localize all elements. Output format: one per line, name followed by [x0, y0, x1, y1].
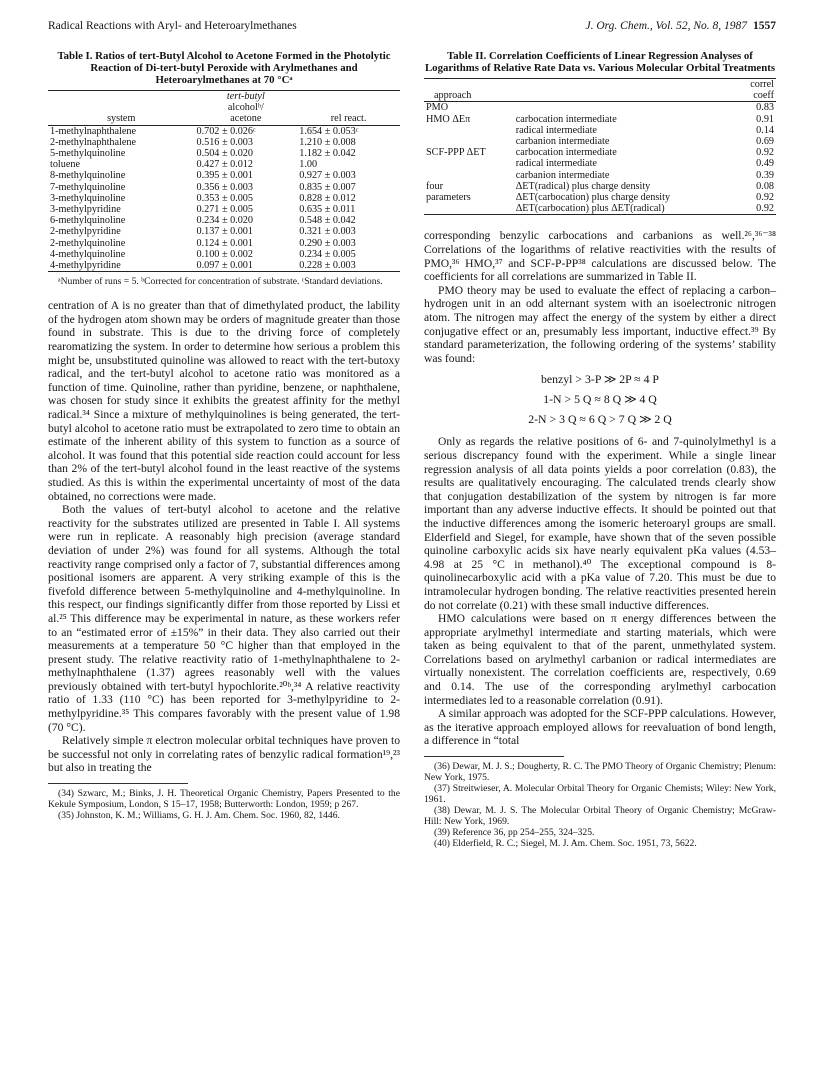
table1-row	[48, 260, 400, 272]
body-paragraph: Both the values of tert-butyl alcohol to acetone and the relative reactivity for the substrates utilized are presented in Table I. All systems were run in replicate. A reasonably high precision (average standard deviation of under 2%) was found for all systems. Although the total reactivity range comprised only a factor of 7, substantial differences among positional isomers are apparent. A very striking example of this is the fivefold difference between 5-methylquinoline and 4-methylquinoline. In this respect, our findings significantly differ from those reported by Lissi et al.²⁵ This difference may be experimental in nature, as these workers refer to an “estimated error of ±15%” in their data. They also carried out their measurements at a temperature 50 °C higher than that employed in the present study. The relative reactivity ratio of 1-methylnaphthalene to 2-methylnaphthalene (1.37) agrees reasonably well with the values previously obtained with tert-butyl hypochlorite.²⁰ᵇ,³⁴ A relative reactivity ratio of 1.33 (110 °C) has been reported for 3-methylpyridine to 2-methylpyridine.³⁵ This compares favorably with the present value of 1.98 (70 °C).	[48, 503, 400, 734]
left-references	[48, 788, 400, 821]
ordering-line: benzyl > 3-P ≫ 2P ≈ 4 P	[541, 372, 659, 387]
table2-approach: HMO ΔEπ	[426, 113, 471, 125]
table2-approach: four	[426, 180, 443, 192]
table1-relreact: 1.00	[299, 159, 318, 171]
body-paragraph: HMO calculations were based on π energy differences between the appropriate arylmethyl intermediate and starting materials, which were taken as being equivalent to that of the parent, unmethylated system. Correlations based on arylmethyl carbanion or radical intermediates are virtually nonexistent. The correlation coefficients are, respectively, 0.69 and 0.14. The use of the corresponding arylmethyl carbocation intermediates led to a reasonable correlation (0.91).	[424, 612, 776, 707]
reference: (34) Szwarc, M.; Binks, J. H. Theoretical Organic Chemistry, Papers Presented to the Kekule Symposium, London, S 15–17, 1958; Butterworth: London, 1959; p 267.	[48, 788, 400, 811]
table2-coeff: 0.92	[756, 192, 774, 204]
table1-ratio: 0.271 ± 0.005	[196, 204, 253, 216]
right-references	[424, 761, 776, 849]
table1-relreact: 0.927 ± 0.003	[299, 170, 356, 182]
table1-ratio: 0.395 ± 0.001	[196, 170, 253, 182]
body-paragraph: A similar approach was adopted for the SCF-PPP calculations. However, as the iterative approach employed allows for reevaluation of bond length, a difference in “total	[424, 707, 776, 748]
table1-relreact: 0.290 ± 0.003	[299, 237, 356, 249]
reference: (35) Johnston, K. M.; Williams, G. H. J. Am. Chem. Soc. 1960, 82, 1446.	[58, 810, 340, 822]
ordering-line: 2-N > 3 Q ≈ 6 Q > 7 Q ≫ 2 Q	[528, 412, 672, 427]
table2-treatment: carbocation intermediate	[515, 147, 617, 159]
table2-head-approach: approach	[424, 90, 514, 102]
table1-system: toluene	[50, 159, 80, 171]
table2	[424, 78, 776, 215]
table1-head-alcohol-1: tert-butyl	[194, 91, 297, 103]
table1-row	[48, 125, 400, 137]
table2-row	[424, 170, 776, 181]
table2-approach	[424, 136, 514, 147]
table2-coeff: 0.92	[756, 147, 774, 159]
table2-treatment: carbocation intermediate	[515, 113, 617, 125]
body-paragraph: Only as regards the relative positions of 6- and 7-quinolylmethyl is a serious discrepancy found with the experiment. While a single linear regression analysis of all data points yields a poor correlation (0.83), the results are qualitatively encouraging. The calculated trends clearly show that conjugation destabilization of the system by nitrogen is far more important than any adverse inductive effects. It should be pointed out that the inductive differences among the isomeric heteroaryl groups are small. Elderfield and Siegel, for example, have shown that of the seven possible quinoline carboxylic acids six have nearly equivalent pKa values (4.53–4.98 at 25 °C in methanol).⁴⁰ The exceptional compound is 8-quinolinecarboxylic acid with a pKa value of 7.20. This must be due to intramolecular hydrogen bonding. The relative reactivities presented herein do not correlate (0.21) with these small inductive differences.	[424, 435, 776, 612]
table1-relreact: 0.635 ± 0.011	[299, 204, 356, 216]
reference: (40) Elderfield, R. C.; Siegel, M. J. Am. Chem. Soc. 1951, 73, 5622.	[434, 838, 697, 850]
table2-treatment: radical intermediate	[515, 124, 597, 136]
table1-row	[48, 148, 400, 159]
table2-coeff: 0.69	[756, 136, 774, 148]
table1-system: 1-methylnaphthalene	[50, 125, 136, 137]
table1-relreact: 1.654 ± 0.053ᶜ	[299, 125, 359, 137]
table2-row	[424, 125, 776, 136]
table2-coeff: 0.91	[756, 113, 774, 125]
table2-coeff: 0.14	[756, 124, 774, 136]
table2-row	[424, 203, 776, 215]
table1-ratio: 0.702 ± 0.026ᶜ	[196, 125, 256, 137]
table1-relreact: 0.228 ± 0.003	[297, 260, 400, 272]
table1-relreact: 1.182 ± 0.042	[299, 148, 356, 160]
table2-approach: parameters	[426, 192, 471, 204]
table1	[48, 90, 400, 272]
table1-system: 3-methylpyridine	[50, 204, 121, 216]
table1-ratio: 0.353 ± 0.005	[196, 192, 253, 204]
table1-ratio: 0.516 ± 0.003	[196, 136, 253, 148]
table2-row	[424, 102, 776, 114]
table2-coeff: 0.08	[756, 180, 774, 192]
table1-caption: Table I. Ratios of tert-Butyl Alcohol to Acetone Formed in the Photolytic Reaction of Di-tert-butyl Peroxide with Arylmethanes and Heteroarylmethanes at 70 °Cᵃ	[57, 50, 391, 86]
table1-row	[48, 137, 400, 148]
table1-system: 7-methylquinoline	[50, 181, 126, 193]
table2-treatment: ΔET(radical) plus charge density	[515, 180, 651, 192]
table1-system: 2-methylquinoline	[50, 237, 126, 249]
table1-system: 6-methylquinoline	[50, 215, 126, 227]
table2-caption: Table II. Correlation Coefficients of Linear Regression Analyses of Logarithms of Relative Rate Data vs. Various Molecular Orbital Treatments	[424, 50, 776, 74]
table1-system: 2-methylpyridine	[50, 226, 121, 238]
table2-treatment	[514, 102, 737, 114]
reference: (38) Dewar, M. J. S. The Molecular Orbital Theory of Organic Chemistry; McGraw-Hill: New York, 1969.	[424, 805, 776, 828]
table1-row	[48, 193, 400, 204]
table2-approach	[424, 170, 514, 181]
table2-approach: SCF-PPP ΔET	[426, 147, 486, 159]
table1-relreact: 1.210 ± 0.008	[299, 136, 356, 148]
journal-citation: J. Org. Chem., Vol. 52, No. 8, 1987	[585, 20, 747, 32]
table2-row	[424, 192, 776, 203]
reference: (36) Dewar, M. J. S.; Dougherty, R. C. The PMO Theory of Organic Chemistry; Plenum: New York, 1975.	[424, 761, 776, 784]
table2-row	[424, 147, 776, 158]
table1-head-alcohol-2: alcoholᵇ/	[227, 102, 264, 114]
right-body-text-1	[424, 229, 776, 365]
table1-row	[48, 204, 400, 215]
table1-head-relreact: rel react.	[297, 113, 400, 125]
table2-coeff: 0.92	[737, 203, 776, 215]
table1-footnote: ᵃNumber of runs = 5. ᵇCorrected for concentration of substrate. ᶜStandard deviations.	[58, 276, 383, 288]
body-paragraph: PMO theory may be used to evaluate the effect of replacing a carbon–hydrogen unit in an odd alternant system with an isoelectronic nitrogen atom. The nitrogen may affect the energy of the system by either a direct conjugative effect or an, presumably less important, inductive effect.³⁹ By standard parameterization, the following ordering of the systems’ stability was found:	[424, 283, 776, 365]
table2-body	[424, 102, 776, 215]
table2-approach	[424, 158, 514, 169]
body-paragraph: corresponding benzylic carbocations and carbanions as well.²⁶,³⁶⁻³⁸ Correlations of the logarithms of relative reactivities with the results of PMO,³⁶ HMO,³⁷ and SCF-P-PP³⁸ calculations are discussed below. The coefficients for all correlations are summarized in Table II.	[424, 229, 776, 284]
right-body-text-2	[424, 435, 776, 748]
table1-head-blank	[48, 91, 194, 103]
table2-treatment: radical intermediate	[515, 158, 597, 170]
right-column	[424, 50, 776, 849]
reference: (37) Streitwieser, A. Molecular Orbital Theory for Organic Chemists; Wiley: New York, 1961.	[424, 783, 776, 806]
table2-coeff: 0.83	[756, 102, 774, 114]
table2-treatment: carbanion intermediate	[515, 169, 610, 181]
table1-ratio: 0.234 ± 0.020	[196, 215, 253, 227]
table1-system: 4-methylpyridine	[48, 260, 194, 272]
table2-row	[424, 181, 776, 192]
left-column	[48, 50, 400, 821]
table2-head-correl: correl	[737, 79, 776, 91]
table1-row	[48, 215, 400, 226]
table1-row	[48, 170, 400, 181]
footnote-rule-left	[48, 783, 188, 784]
table1-ratio: 0.137 ± 0.001	[196, 226, 253, 238]
table1-relreact: 0.321 ± 0.003	[299, 226, 356, 238]
table1-system: 3-methylquinoline	[50, 192, 126, 204]
body-paragraph: centration of A is no greater than that of dimethylated product, the lability of the hydrogen atom shown may be orders of magnitude greater than those found in substrate. This is due to the driving force of completely rearomatizing the system. In order to determine how serious a problem this might be, unsubstituted quinoline was allowed to react with the tert-butoxy radical, and the tert-butyl alcohol to acetone ratio was monitored as a function of time. Quinoline, rather than pyridine, benzene, or naphthalene, was chosen for study since it exhibits the greatest affinity for the methyl radical.³⁴ Since a mixture of methylquinolines is being generated, the tert-butyl alcohol to acetone ratio must be extrapolated to zero time to obtain an estimate of the inherent ability of this system to function as a source of alcohol. It was found that this potential side reaction could account for less than 2% of the tert-butyl alcohol found in the least reactive of the systems studied. As this is within the experimental uncertainty of most of the data obtained, no corrections were made.	[48, 299, 400, 503]
table2-treatment: ΔET(carbocation) plus charge density	[515, 192, 671, 204]
table1-ratio: 0.124 ± 0.001	[196, 237, 253, 249]
page-number: 1557	[753, 20, 776, 32]
table1-head-system: system	[48, 113, 194, 125]
table2-row	[424, 158, 776, 169]
table1-ratio: 0.356 ± 0.003	[196, 181, 253, 193]
table1-ratio: 0.100 ± 0.002	[196, 248, 253, 260]
table2-treatment: carbanion intermediate	[515, 136, 610, 148]
table1-ratio: 0.427 ± 0.012	[196, 159, 253, 171]
table1-row	[48, 182, 400, 193]
stability-ordering	[424, 369, 776, 429]
table1-relreact: 0.828 ± 0.012	[299, 192, 356, 204]
table1-system: 2-methylnaphthalene	[50, 136, 136, 148]
ordering-line: 1-N > 5 Q ≈ 8 Q ≫ 4 Q	[543, 392, 657, 407]
table1-relreact: 0.835 ± 0.007	[299, 181, 356, 193]
table1-row	[48, 226, 400, 237]
body-paragraph: Relatively simple π electron molecular orbital techniques have proven to be successful not only in correlating rates of benzylic radical formation¹⁹,²³ but also in treating the	[48, 734, 400, 775]
table1-head-acetone: acetone	[194, 113, 297, 125]
table1-relreact: 0.548 ± 0.042	[299, 215, 356, 227]
table1-row	[48, 249, 400, 260]
table1-row	[48, 238, 400, 249]
table2-approach: PMO	[426, 102, 449, 114]
table2-approach	[424, 203, 514, 215]
table2-approach	[424, 125, 514, 136]
table2-coeff: 0.49	[756, 158, 774, 170]
running-head-journal	[585, 20, 776, 32]
table2-treatment: ΔET(carbocation) plus ΔET(radical)	[514, 203, 737, 215]
table1-ratio: 0.504 ± 0.020	[196, 148, 253, 160]
table1-system: 5-methylquinoline	[50, 148, 126, 160]
table2-coeff: 0.39	[756, 169, 774, 181]
running-head-title: Radical Reactions with Aryl- and Heteroarylmethanes	[48, 20, 297, 32]
table1-body	[48, 125, 400, 272]
table1-row	[48, 159, 400, 170]
table1-system: 4-methylquinoline	[50, 248, 126, 260]
table2-row	[424, 136, 776, 147]
table1-relreact: 0.234 ± 0.005	[299, 248, 356, 260]
table1-ratio: 0.097 ± 0.001	[194, 260, 297, 272]
table1-system: 8-methylquinoline	[50, 170, 126, 182]
reference: (39) Reference 36, pp 254–255, 324–325.	[434, 827, 595, 839]
footnote-rule-right	[424, 756, 564, 757]
left-body-text	[48, 299, 400, 775]
table2-head-coeff: coeff	[737, 90, 776, 102]
table2-row	[424, 114, 776, 125]
